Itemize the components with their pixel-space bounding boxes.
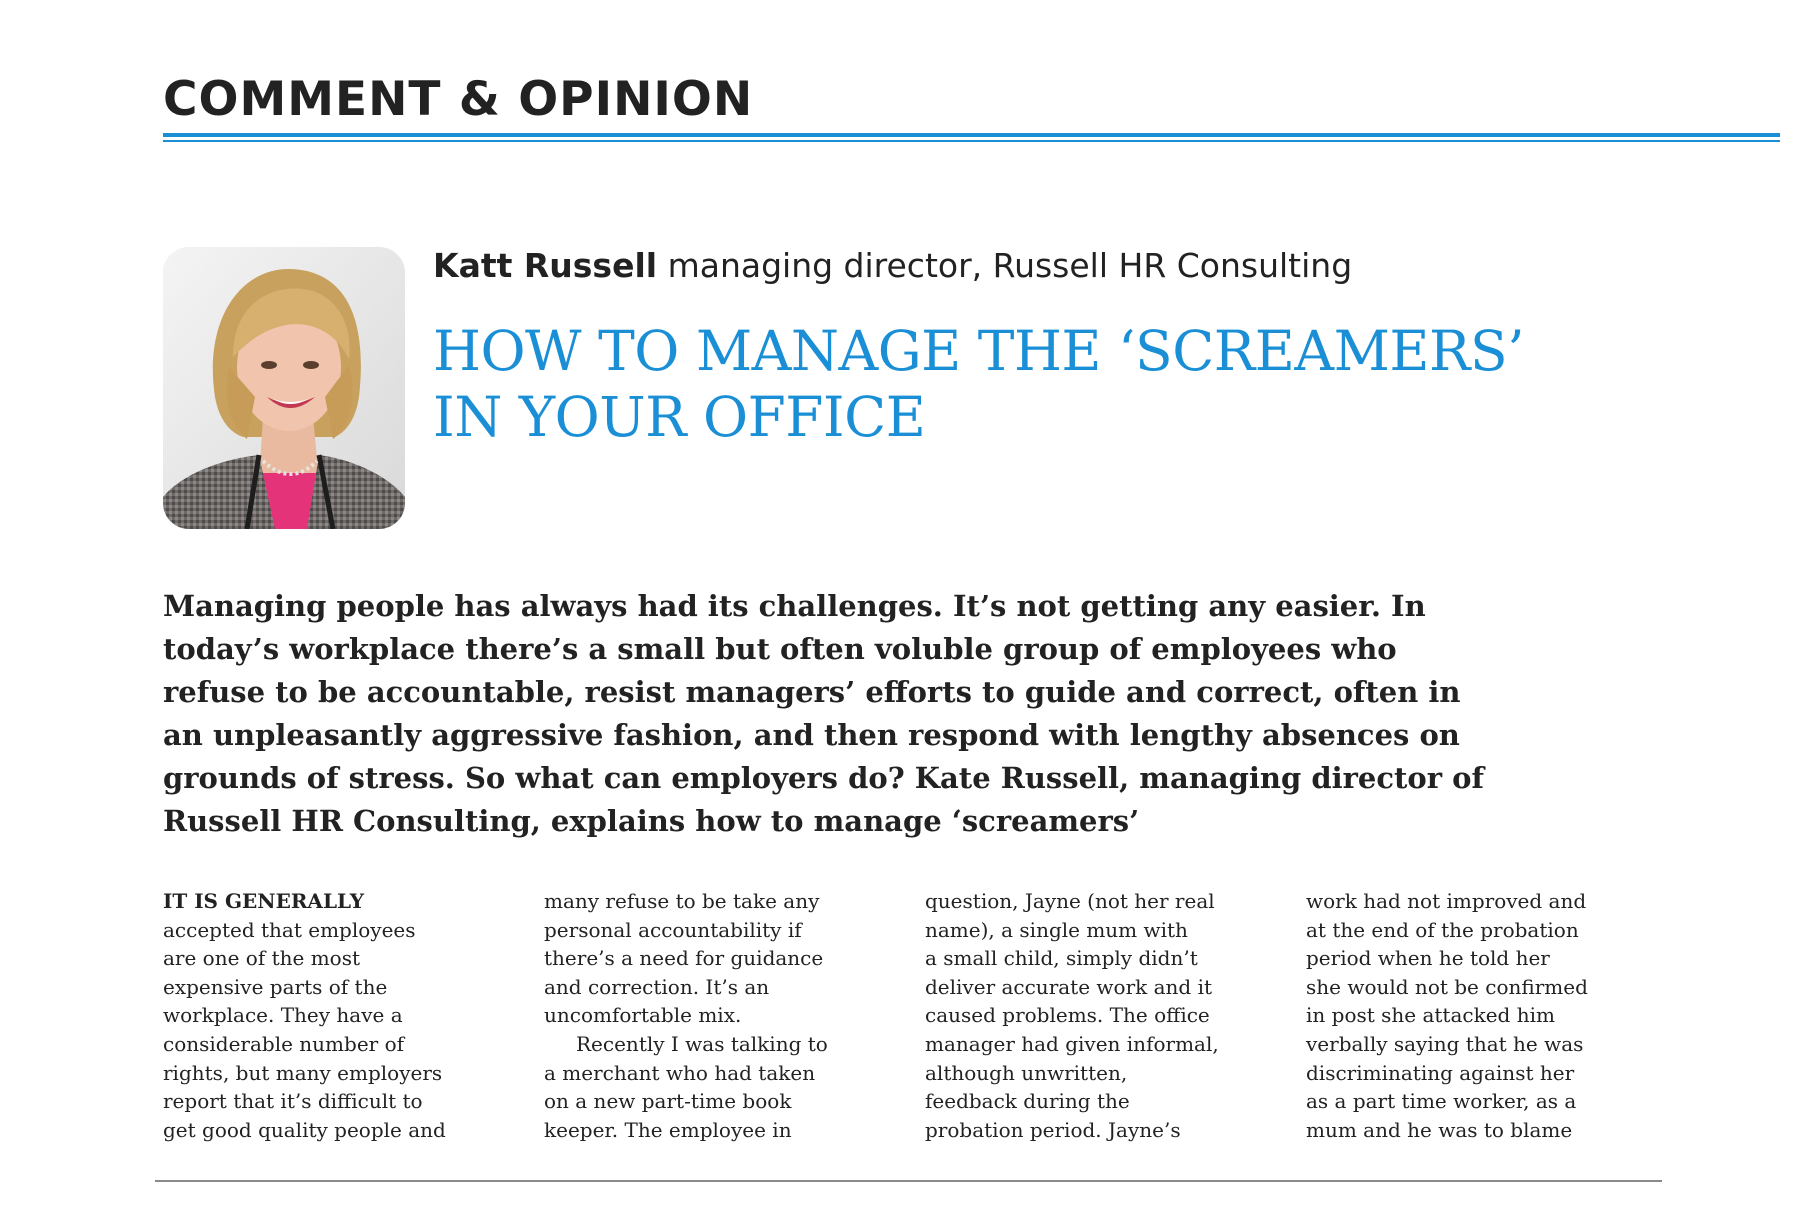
- footer-rule: [155, 1180, 1662, 1182]
- body-line: report that it’s difficult to: [163, 1089, 423, 1114]
- body-line: considerable number of: [163, 1031, 405, 1056]
- body-line: feedback during the: [925, 1089, 1130, 1114]
- body-line: period when he told her: [1306, 946, 1550, 971]
- body-line: accepted that employees: [163, 917, 416, 942]
- body-line: although unwritten,: [925, 1060, 1128, 1085]
- body-line: are one of the most: [163, 946, 361, 971]
- author-photo: [163, 247, 405, 529]
- standfirst-line: Russell HR Consulting, explains how to manage ‘screamers’: [163, 804, 1140, 838]
- body-column-1: [163, 887, 513, 1144]
- body-line: keeper. The employee in: [544, 1117, 792, 1142]
- body-line: at the end of the probation: [1306, 917, 1579, 942]
- headline-line: HOW TO MANAGE THE ‘SCREAMERS’: [433, 319, 1525, 383]
- body-line: deliver accurate work and it: [925, 974, 1213, 999]
- body-line: caused problems. The office: [925, 1003, 1210, 1028]
- body-column-3: [925, 887, 1275, 1144]
- body-line: there’s a need for guidance: [544, 946, 824, 971]
- body-line: question, Jayne (not her real: [925, 889, 1215, 913]
- body-line: uncomfortable mix.: [544, 1003, 742, 1028]
- body-line: discriminating against her: [1306, 1060, 1575, 1085]
- body-line: workplace. They have a: [163, 1003, 403, 1028]
- body-line: Recently I was talking to: [576, 1031, 828, 1056]
- body-line: many refuse to be take any: [544, 889, 820, 913]
- body-line: manager had given informal,: [925, 1031, 1219, 1056]
- standfirst-line: today’s workplace there’s a small but often voluble group of employees who: [163, 632, 1397, 666]
- body-line: a merchant who had taken: [544, 1060, 816, 1085]
- body-lead-in: IT IS GENERALLY: [163, 889, 365, 913]
- headline-line: IN YOUR OFFICE: [433, 385, 926, 449]
- body-line: as a part time worker, as a: [1306, 1089, 1577, 1114]
- header-rule-thin: [163, 140, 1780, 142]
- body-line: probation period. Jayne’s: [925, 1117, 1181, 1142]
- standfirst-line: refuse to be accountable, resist managers’ efforts to guide and correct, often in: [163, 675, 1461, 709]
- body-line: a small child, simply didn’t: [925, 946, 1198, 971]
- body-line: on a new part-time book: [544, 1089, 792, 1114]
- body-line: personal accountability if: [544, 917, 802, 942]
- article-headline: [433, 318, 1773, 450]
- body-line: rights, but many employers: [163, 1060, 443, 1085]
- section-title: COMMENT & OPINION: [163, 72, 754, 127]
- body-line: in post she attacked him: [1306, 1003, 1555, 1028]
- body-line: get good quality people and: [163, 1117, 446, 1142]
- author-name: Katt Russell: [433, 246, 658, 285]
- body-line: mum and he was to blame: [1306, 1117, 1573, 1142]
- body-column-2: [544, 887, 894, 1144]
- standfirst-line: an unpleasantly aggressive fashion, and then respond with lengthy absences on: [163, 718, 1460, 752]
- author-role: managing director, Russell HR Consulting: [667, 246, 1353, 285]
- body-line: she would not be confirmed: [1306, 974, 1588, 999]
- body-line: and correction. It’s an: [544, 974, 770, 999]
- body-line: name), a single mum with: [925, 917, 1188, 942]
- body-column-4: [1306, 887, 1656, 1144]
- standfirst-line: Managing people has always had its challenges. It’s not getting any easier. In: [163, 589, 1426, 623]
- standfirst-line: grounds of stress. So what can employers do? Kate Russell, managing director of: [163, 761, 1484, 795]
- body-line: verbally saying that he was: [1306, 1031, 1584, 1056]
- body-line: expensive parts of the: [163, 974, 388, 999]
- article-standfirst: [163, 585, 1723, 843]
- author-byline: [433, 246, 1352, 285]
- header-rule: [163, 133, 1780, 137]
- body-line: work had not improved and: [1306, 889, 1587, 913]
